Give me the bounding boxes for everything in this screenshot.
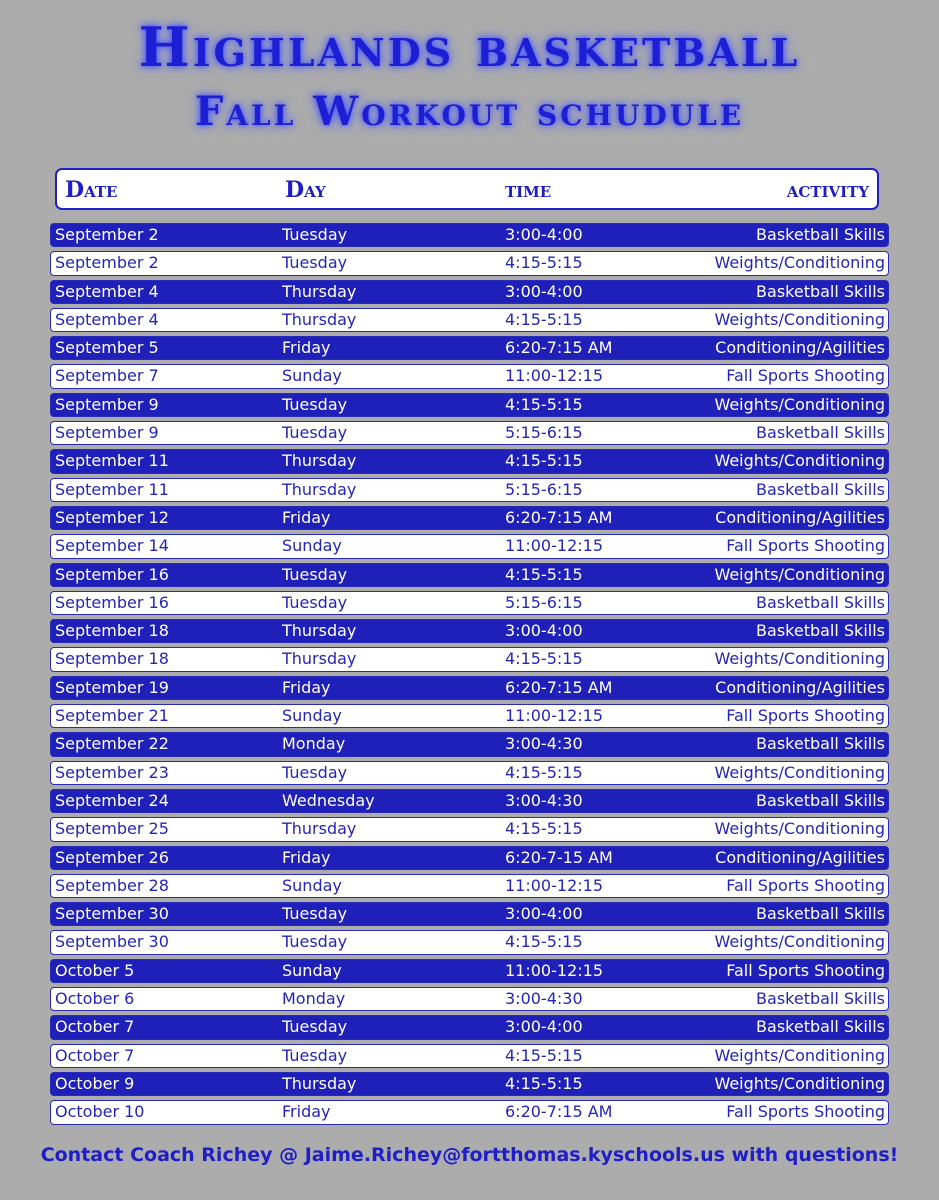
row-date: September 24	[55, 790, 169, 810]
row-day: Sunday	[282, 960, 342, 980]
row-activity: Weights/Conditioning	[714, 253, 885, 273]
table-row	[50, 478, 889, 502]
row-activity: Conditioning/Agilities	[715, 338, 885, 358]
row-activity: Basketball Skills	[756, 1017, 885, 1037]
row-time: 3:00-4:00	[505, 281, 583, 301]
row-activity: Fall Sports Shooting	[726, 536, 885, 556]
row-day: Tuesday	[282, 1045, 348, 1065]
row-activity: Basketball Skills	[756, 225, 885, 244]
row-day: Friday	[282, 677, 331, 697]
row-day: Tuesday	[282, 253, 348, 273]
row-activity: Basketball Skills	[756, 734, 885, 754]
table-row	[50, 732, 889, 756]
row-time: 4:15-5:15	[505, 649, 583, 669]
row-date: September 25	[55, 819, 169, 839]
row-day: Thursday	[282, 1073, 357, 1093]
row-date: September 30	[55, 904, 169, 924]
header-date: Date	[65, 177, 118, 203]
row-date: September 18	[55, 649, 169, 669]
row-activity: Fall Sports Shooting	[726, 366, 885, 386]
row-date: September 26	[55, 847, 169, 867]
row-time: 4:15-5:15	[505, 253, 583, 273]
row-date: September 11	[55, 451, 169, 471]
row-time: 4:15-5:15	[505, 309, 583, 329]
row-day: Friday	[282, 507, 331, 527]
row-date: September 11	[55, 479, 169, 499]
row-activity: Conditioning/Agilities	[715, 677, 885, 697]
row-date: September 16	[55, 592, 169, 612]
row-activity: Fall Sports Shooting	[726, 960, 885, 980]
row-day: Sunday	[282, 366, 342, 386]
row-day: Thursday	[282, 649, 357, 669]
row-activity: Basketball Skills	[756, 989, 885, 1009]
row-activity: Fall Sports Shooting	[726, 1102, 885, 1122]
table-row	[50, 846, 889, 870]
row-time: 6:20-7:15 AM	[505, 1102, 613, 1122]
row-activity: Basketball Skills	[756, 281, 885, 301]
row-activity: Basketball Skills	[756, 904, 885, 924]
table-row	[50, 902, 889, 926]
row-date: September 22	[55, 734, 169, 754]
table-row	[50, 223, 889, 247]
row-time: 4:15-5:15	[505, 932, 583, 952]
row-time: 5:15-6:15	[505, 479, 583, 499]
row-time: 3:00-4:00	[505, 1017, 583, 1037]
row-time: 4:15-5:15	[505, 564, 583, 584]
row-day: Sunday	[282, 706, 342, 726]
page-title: Highlands basketball	[138, 15, 801, 79]
row-date: September 30	[55, 932, 169, 952]
table-row	[50, 364, 889, 388]
table-row	[50, 563, 889, 587]
row-time: 6:20-7-15 AM	[505, 847, 613, 867]
table-row	[50, 1100, 889, 1124]
row-day: Friday	[282, 1102, 331, 1122]
row-date: September 12	[55, 507, 169, 527]
row-day: Tuesday	[282, 394, 348, 414]
table-row	[50, 421, 889, 445]
table-row	[50, 959, 889, 983]
table-row	[50, 308, 889, 332]
header-activity: activity	[786, 177, 869, 203]
table-row	[50, 817, 889, 841]
row-day: Monday	[282, 734, 346, 754]
row-day: Thursday	[282, 451, 357, 471]
row-time: 6:20-7:15 AM	[505, 338, 613, 358]
table-row	[50, 336, 889, 360]
row-day: Tuesday	[282, 592, 348, 612]
table-row	[50, 647, 889, 671]
row-day: Sunday	[282, 875, 342, 895]
row-day: Sunday	[282, 536, 342, 556]
row-date: October 9	[55, 1073, 135, 1093]
row-time: 11:00-12:15	[505, 875, 603, 895]
row-time: 3:00-4:30	[505, 734, 583, 754]
row-date: September 14	[55, 536, 169, 556]
row-time: 4:15-5:15	[505, 451, 583, 471]
table-row	[50, 1015, 889, 1039]
row-day: Thursday	[282, 621, 357, 641]
row-time: 6:20-7:15 AM	[505, 677, 613, 697]
header-time: time	[505, 177, 552, 203]
header-day: Day	[285, 177, 326, 203]
row-time: 4:15-5:15	[505, 1073, 583, 1093]
row-activity: Weights/Conditioning	[714, 932, 885, 952]
row-time: 3:00-4:00	[505, 225, 583, 244]
row-activity: Fall Sports Shooting	[726, 706, 885, 726]
row-day: Thursday	[282, 819, 357, 839]
row-date: October 10	[55, 1102, 145, 1122]
row-day: Tuesday	[282, 932, 348, 952]
row-day: Friday	[282, 338, 331, 358]
table-row	[50, 280, 889, 304]
row-activity: Weights/Conditioning	[714, 1045, 885, 1065]
row-day: Tuesday	[282, 225, 348, 244]
row-activity: Basketball Skills	[756, 790, 885, 810]
table-row	[50, 251, 889, 275]
table-row	[50, 987, 889, 1011]
row-date: September 19	[55, 677, 169, 697]
row-day: Tuesday	[282, 904, 348, 924]
row-date: September 4	[55, 281, 159, 301]
row-time: 11:00-12:15	[505, 536, 603, 556]
row-time: 3:00-4:30	[505, 790, 583, 810]
row-day: Thursday	[282, 309, 357, 329]
row-activity: Basketball Skills	[756, 423, 885, 443]
row-time: 3:00-4:30	[505, 989, 583, 1009]
row-activity: Weights/Conditioning	[714, 309, 885, 329]
table-row	[50, 591, 889, 615]
row-activity: Weights/Conditioning	[714, 649, 885, 669]
table-row	[50, 393, 889, 417]
row-activity: Weights/Conditioning	[714, 1073, 885, 1093]
row-activity: Basketball Skills	[756, 592, 885, 612]
row-day: Monday	[282, 989, 346, 1009]
table-row	[50, 930, 889, 954]
row-date: September 2	[55, 225, 159, 244]
row-date: September 7	[55, 366, 159, 386]
row-date: September 18	[55, 621, 169, 641]
row-day: Tuesday	[282, 423, 348, 443]
row-date: October 7	[55, 1045, 135, 1065]
table-row	[50, 874, 889, 898]
contact-line: Contact Coach Richey @ Jaime.Richey@fortthomas.kyschools.us with questions!	[40, 1144, 899, 1166]
row-date: September 23	[55, 762, 169, 782]
table-row	[50, 449, 889, 473]
page-subtitle: Fall Workout schudule	[194, 88, 745, 135]
row-time: 5:15-6:15	[505, 592, 583, 612]
row-activity: Basketball Skills	[756, 479, 885, 499]
table-row	[50, 704, 889, 728]
row-date: October 7	[55, 1017, 135, 1037]
row-time: 4:15-5:15	[505, 762, 583, 782]
schedule-table	[50, 223, 889, 1129]
row-date: September 9	[55, 394, 159, 414]
row-day: Tuesday	[282, 1017, 348, 1037]
row-date: September 21	[55, 706, 169, 726]
row-date: September 2	[55, 253, 159, 273]
row-day: Friday	[282, 847, 331, 867]
row-time: 4:15-5:15	[505, 1045, 583, 1065]
row-date: September 9	[55, 423, 159, 443]
table-row	[50, 676, 889, 700]
row-date: October 6	[55, 989, 135, 1009]
row-activity: Fall Sports Shooting	[726, 875, 885, 895]
row-activity: Conditioning/Agilities	[715, 847, 885, 867]
table-row	[50, 619, 889, 643]
row-activity: Basketball Skills	[756, 621, 885, 641]
row-day: Tuesday	[282, 762, 348, 782]
table-header	[55, 168, 879, 210]
row-day: Thursday	[282, 479, 357, 499]
row-time: 4:15-5:15	[505, 819, 583, 839]
row-time: 3:00-4:00	[505, 621, 583, 641]
row-activity: Weights/Conditioning	[714, 451, 885, 471]
row-activity: Weights/Conditioning	[714, 564, 885, 584]
table-row	[50, 506, 889, 530]
row-date: September 28	[55, 875, 169, 895]
table-row	[50, 534, 889, 558]
row-time: 11:00-12:15	[505, 366, 603, 386]
row-activity: Weights/Conditioning	[714, 394, 885, 414]
row-day: Thursday	[282, 281, 357, 301]
row-day: Wednesday	[282, 790, 375, 810]
table-row	[50, 789, 889, 813]
row-time: 11:00-12:15	[505, 706, 603, 726]
row-time: 3:00-4:00	[505, 904, 583, 924]
row-date: September 5	[55, 338, 159, 358]
row-activity: Conditioning/Agilities	[715, 507, 885, 527]
table-row	[50, 761, 889, 785]
row-activity: Weights/Conditioning	[714, 819, 885, 839]
row-date: September 4	[55, 309, 159, 329]
row-day: Tuesday	[282, 564, 348, 584]
row-activity: Weights/Conditioning	[714, 762, 885, 782]
table-row	[50, 1072, 889, 1096]
row-time: 6:20-7:15 AM	[505, 507, 613, 527]
row-date: September 16	[55, 564, 169, 584]
row-time: 11:00-12:15	[505, 960, 603, 980]
row-time: 4:15-5:15	[505, 394, 583, 414]
table-row	[50, 1044, 889, 1068]
row-date: October 5	[55, 960, 135, 980]
row-time: 5:15-6:15	[505, 423, 583, 443]
